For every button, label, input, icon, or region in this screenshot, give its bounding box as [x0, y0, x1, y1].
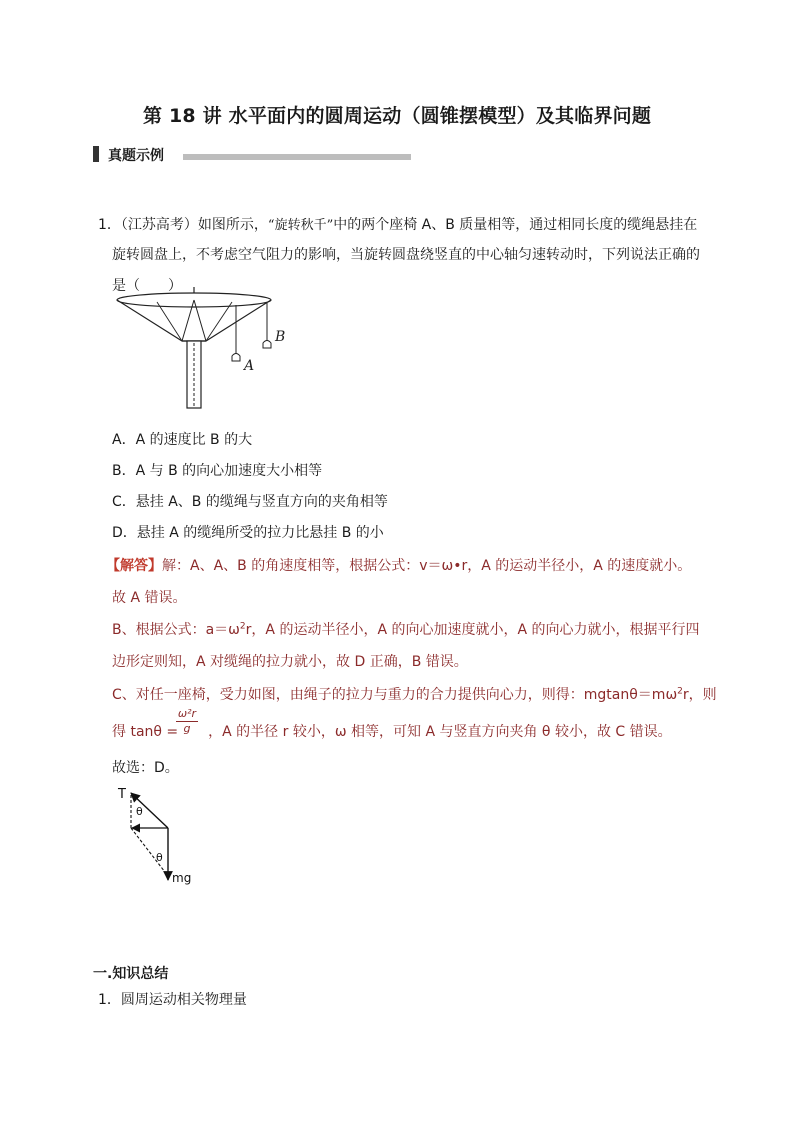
seat-a-label: A [244, 358, 255, 374]
question-line-2: 旋转圆盘上，不考虑空气阻力的影响，当旋转圆盘绕竖直的中心轴匀速转动时，下列说法正确的 [112, 247, 700, 263]
force-diagram [115, 783, 215, 888]
answer-line-b2: 边形定则知，A 对缆绳的拉力就小，故 D 正确，B 错误。 [112, 654, 468, 670]
answer-line-b1: B、根据公式：$a=\omega^2r$，A 的运动半径小，A 的向心加速度就小，A 的向心力就小，根据平行四 [112, 621, 700, 638]
answer-line-a2: 故 A 错误。 [112, 590, 187, 606]
summary-item-1: 1．圆周运动相关物理量 [98, 992, 247, 1008]
seat-b-label: B [275, 329, 286, 345]
section-label: 真题示例 [108, 148, 164, 164]
gravity-label: mg [172, 871, 192, 885]
rotating-swing-figure [112, 285, 312, 415]
tension-label: T [118, 787, 126, 802]
option-c: C．悬挂 A、B 的缆绳与竖直方向的夹角相等 [112, 494, 388, 510]
answer-line-a1: 【解答】解：A、A、B 的角速度相等，根据公式：v＝ω•r，A 的运动半径小，A 的速度就小。 [106, 558, 692, 574]
page-title: 第 18 讲 水平面内的圆周运动（圆锥摆模型）及其临界问题 [142, 105, 652, 127]
summary-heading: 一.知识总结 [93, 966, 169, 982]
angle-theta-top: θ [136, 805, 143, 818]
section-divider [183, 154, 411, 160]
angle-theta-bottom: θ [156, 851, 163, 864]
tan-fraction: $\frac{\text{ω²r}}{g}$ [177, 707, 197, 735]
option-d: D．悬挂 A 的缆绳所受的拉力比悬挂 B 的小 [112, 525, 384, 541]
answer-line-c2: 得 tanθ = ，A 的半径 r 较小，ω 相等，可知 A 与竖直方向夹角 θ 较小，故 C 错误。 [112, 724, 672, 740]
question-line-1: 1．（江苏高考）如图所示，“旋转秋千”中的两个座椅 A、B 质量相等，通过相同长度的缆绳悬挂在 [98, 217, 698, 233]
section-marker [93, 146, 99, 162]
option-a: A．A 的速度比 B 的大 [112, 432, 253, 448]
answer-choice: 故选：D。 [112, 760, 179, 776]
option-b: B．A 与 B 的向心加速度大小相等 [112, 463, 323, 479]
answer-line-c1: C、对任一座椅，受力如图，由绳子的拉力与重力的合力提供向心力，则得：$mgtan\theta=m\omega^2r$，则 [112, 686, 717, 703]
question-line-3: 是（ ） [112, 278, 182, 294]
